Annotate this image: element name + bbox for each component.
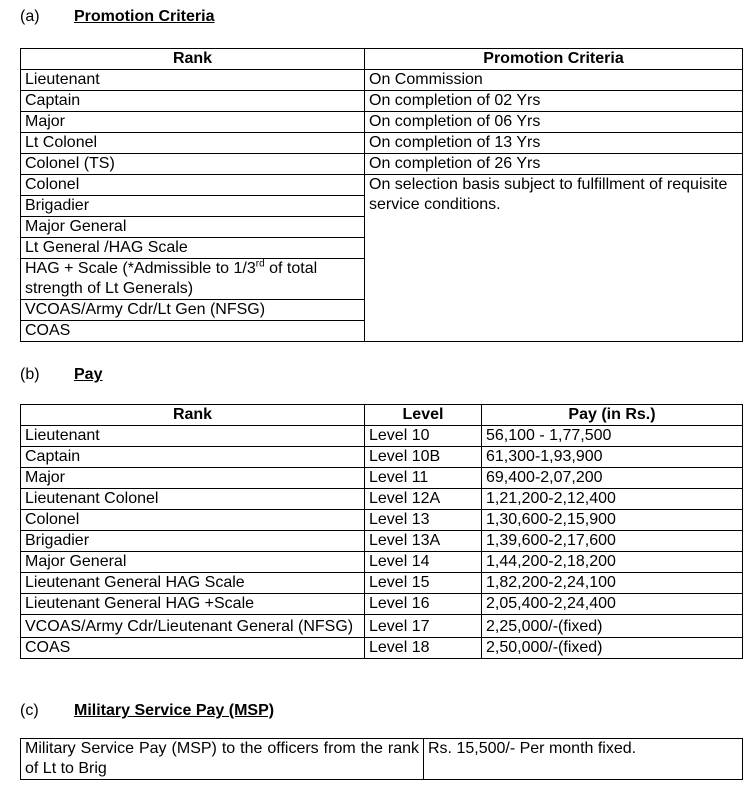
rank-cell: Lt General /HAG Scale	[21, 238, 365, 259]
table-row	[21, 531, 743, 552]
criteria-cell-selection: On selection basis subject to fulfillment of requisite service conditions.	[365, 175, 743, 342]
level-cell: Level 17	[365, 615, 482, 638]
header-promotion-criteria: Promotion Criteria	[365, 49, 743, 70]
header-pay: Pay (in Rs.)	[482, 405, 743, 426]
pay-header-row	[21, 405, 743, 426]
criteria-cell: On completion of 26 Yrs	[365, 154, 743, 175]
criteria-cell: On completion of 13 Yrs	[365, 133, 743, 154]
rank-cell: Captain	[21, 91, 365, 112]
table-row	[21, 133, 743, 154]
table-row	[21, 426, 743, 447]
rank-cell: Brigadier	[21, 531, 365, 552]
section-c-title: Military Service Pay (MSP)	[74, 702, 275, 719]
section-b-letter: (b)	[20, 366, 40, 383]
pay-table	[20, 404, 743, 659]
pay-cell: 56,100 - 1,77,500	[482, 426, 743, 447]
table-row	[21, 739, 743, 780]
table-row	[21, 489, 743, 510]
rank-cell: COAS	[21, 638, 365, 659]
rank-cell: COAS	[21, 321, 365, 342]
hag-plus-text-rest: of total strength of Lt Generals)	[25, 260, 318, 297]
rank-cell: Major	[21, 468, 365, 489]
level-cell: Level 10	[365, 426, 482, 447]
msp-table	[20, 738, 743, 780]
table-row	[21, 468, 743, 489]
pay-cell: 69,400-2,07,200	[482, 468, 743, 489]
header-level: Level	[365, 405, 482, 426]
section-a-title: Promotion Criteria	[74, 8, 215, 25]
table-row	[21, 154, 743, 175]
rank-cell: Lt Colonel	[21, 133, 365, 154]
level-cell: Level 11	[365, 468, 482, 489]
pay-cell: 1,82,200-2,24,100	[482, 573, 743, 594]
rank-cell: Colonel (TS)	[21, 154, 365, 175]
hag-plus-text: HAG + Scale (*Admissible to 1/3	[25, 260, 256, 277]
criteria-cell: On completion of 06 Yrs	[365, 112, 743, 133]
rank-cell: VCOAS/Army Cdr/Lt Gen (NFSG)	[21, 300, 365, 321]
rank-cell: Colonel	[21, 175, 365, 196]
hag-plus-superscript: rd	[255, 258, 265, 270]
pay-cell: 61,300-1,93,900	[482, 447, 743, 468]
section-b-title: Pay	[74, 366, 103, 383]
rank-cell: VCOAS/Army Cdr/Lieutenant General (NFSG)	[21, 615, 365, 638]
promotion-criteria-table	[20, 48, 743, 342]
rank-cell: Major	[21, 112, 365, 133]
level-cell: Level 16	[365, 594, 482, 615]
rank-cell: Lieutenant General HAG Scale	[21, 573, 365, 594]
promotion-header-row	[21, 49, 743, 70]
criteria-cell: On Commission	[365, 70, 743, 91]
pay-cell: 1,44,200-2,18,200	[482, 552, 743, 573]
level-cell: Level 15	[365, 573, 482, 594]
rank-cell: Brigadier	[21, 196, 365, 217]
rank-cell: Lieutenant Colonel	[21, 489, 365, 510]
level-cell: Level 12A	[365, 489, 482, 510]
rank-cell: Lieutenant	[21, 426, 365, 447]
rank-cell: Major General	[21, 552, 365, 573]
pay-cell: 2,05,400-2,24,400	[482, 594, 743, 615]
rank-cell: Major General	[21, 217, 365, 238]
rank-cell: Lieutenant	[21, 70, 365, 91]
level-cell: Level 13	[365, 510, 482, 531]
section-b-heading	[20, 364, 102, 386]
level-cell: Level 13A	[365, 531, 482, 552]
section-c-heading	[20, 700, 274, 722]
table-row	[21, 70, 743, 91]
table-row	[21, 91, 743, 112]
criteria-cell: On completion of 02 Yrs	[365, 91, 743, 112]
section-c-letter: (c)	[20, 702, 39, 719]
section-a-heading	[20, 6, 214, 28]
rank-cell: Captain	[21, 447, 365, 468]
table-row	[21, 510, 743, 531]
table-row	[21, 573, 743, 594]
pay-cell: 1,21,200-2,12,400	[482, 489, 743, 510]
table-row	[21, 447, 743, 468]
level-cell: Level 10B	[365, 447, 482, 468]
msp-amount-cell: Rs. 15,500/- Per month fixed.	[424, 739, 743, 780]
rank-cell: Lieutenant General HAG +Scale	[21, 594, 365, 615]
level-cell: Level 14	[365, 552, 482, 573]
table-row	[21, 594, 743, 615]
pay-cell: 1,39,600-2,17,600	[482, 531, 743, 552]
table-row	[21, 552, 743, 573]
msp-description-cell: Military Service Pay (MSP) to the officers from the rank of Lt to Brig	[21, 739, 424, 780]
header-rank: Rank	[21, 49, 365, 70]
rank-cell: Colonel	[21, 510, 365, 531]
section-a-letter: (a)	[20, 8, 40, 25]
table-row	[21, 638, 743, 659]
table-row	[21, 112, 743, 133]
pay-cell: 2,25,000/-(fixed)	[482, 615, 743, 638]
rank-cell-hag-plus	[21, 259, 365, 300]
pay-cell: 1,30,600-2,15,900	[482, 510, 743, 531]
header-rank: Rank	[21, 405, 365, 426]
pay-cell: 2,50,000/-(fixed)	[482, 638, 743, 659]
table-row	[21, 175, 743, 196]
level-cell: Level 18	[365, 638, 482, 659]
table-row	[21, 615, 743, 638]
